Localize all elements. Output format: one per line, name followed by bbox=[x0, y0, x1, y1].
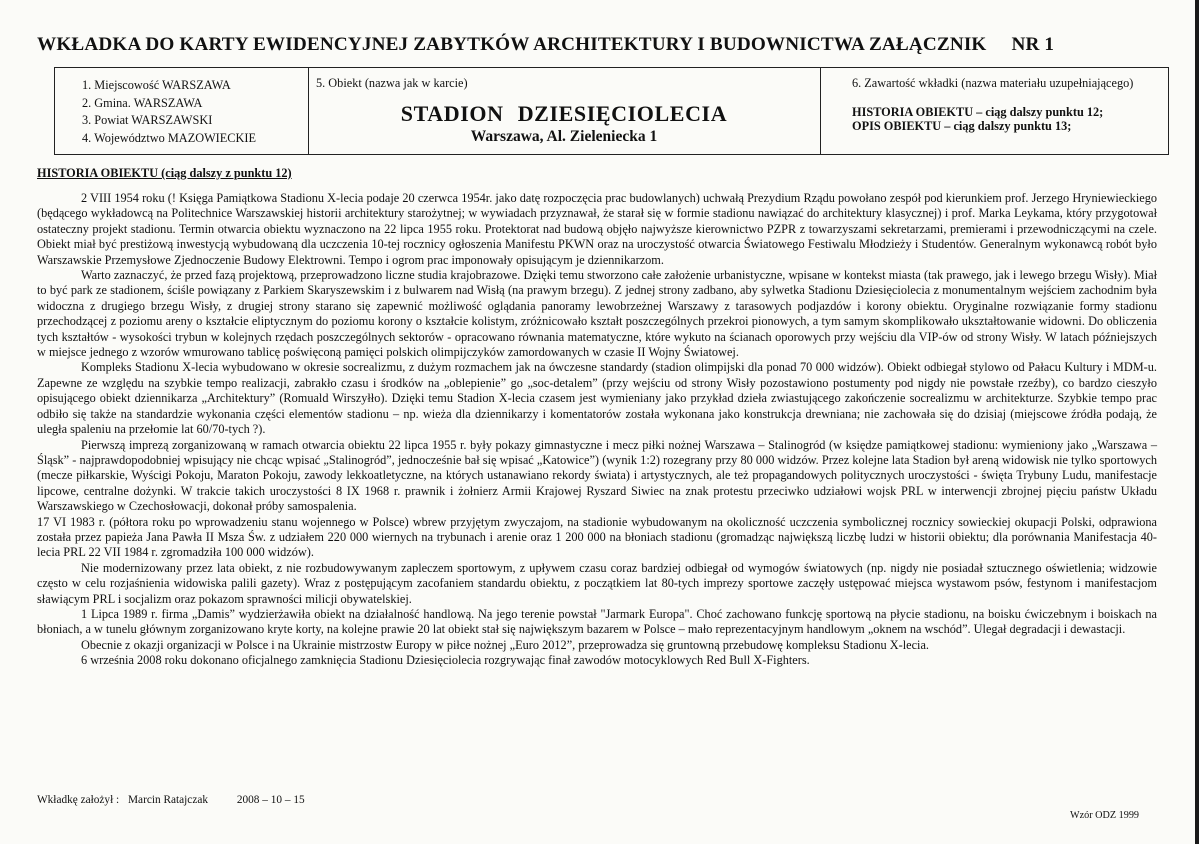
section-heading: HISTORIA OBIEKTU (ciąg dalszy z punktu 12) bbox=[37, 166, 292, 180]
footer-author: Marcin Ratajczak bbox=[128, 794, 208, 806]
document-title bbox=[37, 34, 1167, 56]
object-label: 5. Obiekt (nazwa jak w karcie) bbox=[316, 76, 468, 90]
title-text: WKŁADKA DO KARTY EWIDENCYJNEJ ZABYTKÓW ARCHITEKTURY I BUDOWNICTWA ZAŁĄCZNIK bbox=[37, 34, 987, 55]
object-name: STADION DZIESIĘCIOLECIA bbox=[400, 101, 728, 126]
footer bbox=[37, 794, 311, 806]
location-town: 1. Miejscowość WARSZAWA bbox=[82, 78, 231, 92]
paragraph: Nie modernizowany przez lata obiekt, z nie rozbudowywanym zapleczem sportowym, z upływem czasu coraz bardziej odbiegał od wymogów światowych (np. nigdy nie posiadał sztucznego oświetlenia; widzowie często w celu rozjaśnienia widowiska palili gazety). Wraz z postępującym zacofaniem standardu obiektu, z początkiem lat 80-tych imprezy sportowe zaczęły ustępować miejsca wystawom psów, festynom i manifestacjom sławiącym PRL i socjalizm oraz pokazom sprawności milicji obywatelskiej. bbox=[37, 560, 1157, 606]
location-list bbox=[82, 77, 256, 147]
scan-edge bbox=[1195, 0, 1199, 844]
paragraph: Obecnie z okazji organizacji w Polsce i na Ukrainie mistrzostw Europy w piłce nożnej „Euro 2012”, przeprowadza się gruntowną przebudowę kompleksu Stadionu X-lecia. bbox=[81, 637, 929, 652]
header-table bbox=[54, 67, 1169, 155]
location-district: 3. Powiat WARSZAWSKI bbox=[82, 113, 213, 128]
paragraph: Warto zaznaczyć, że przed fazą projektową, przeprowadzono liczne studia krajobrazowe. Dzięki temu stworzono całe założenie urbanistyczne, wpisane w kontekst miasta (tak prawego, jak i lewego brzegu Wisły). Miał to być park ze stadionem, ściśle powiązany z Parkiem Skaryszewskim i z bulwarem nad Wisłą (na prawym brzegu). Z jednej strony zadbano, aby sylwetka Stadionu Dziesięciolecia z monumentalnym wejściem zachodnim była widoczna z drugiego brzegu Wisły, z drugiej strony starano się zapewnić możliwość oglądania panoramy lewobrzeżnej Warszawy z tarasowych podjazdów i korony obiektu. Oryginalne rozwiązanie formy stadionu przechodzącej z poziomu areny o kształcie eliptycznym do poziomu korony o kształcie kolistym, zróżnicowało kształt poszczególnych przekroi pionowych, a tym samym skomplikowało ukształtowanie widowni. Do obliczenia tych kształtów - wysokości trybun w kolejnych rzędach poszczególnych sektorów - opracowano równania matematyczne, które wykuto na ścianach oporowych przy wejściu dla VIP-ów od strony Wisły. W latach późniejszych w miejsce jednego z wzorów wmurowano tablicę poświęconą pamięci polskich olimpijczyków zamordowanych w czasie II Wojny Światowej. bbox=[37, 268, 1157, 360]
object-cell bbox=[308, 68, 821, 154]
title-number: NR 1 bbox=[1011, 34, 1055, 55]
content-cell bbox=[820, 68, 1168, 154]
template-id: Wzór ODZ 1999 bbox=[1070, 810, 1140, 821]
footer-label: Wkładkę założył : bbox=[37, 794, 120, 806]
paragraph: Pierwszą imprezą zorganizowaną w ramach otwarcia obiektu 22 lipca 1955 r. były pokazy gimnastyczne i mecz piłki nożnej Warszawa – Stalinogród (w księdze pamiątkowej stadionu: wymieniony jako „Warszawa – Śląsk” - najprawdopodobniej wpisujący nie chcąc wpisać „Stalinogród”, jednocześnie bał się wpisać „Katowice”) (wynik 1:2) rozegrany przy 80 000 widzów. Przez kolejne lata Stadion był areną widowisk nie tylko sportowych (mecze piłkarskie, Wyścigi Pokoju, Maraton Pokoju, zawody lekkoatletyczne, na których ustanawiano rekordy świata) i artystycznych, ale też propagandowych politycznych uroczystości - święta Trybuny Ludu, manifestacje lipcowe, centralne dożynki. W trakcie takich uroczystości 8 IX 1968 r. prawnik i żołnierz Armii Krajowej Ryszard Siwiec na znak protestu przeciwko udziałowi wojsk PRL w interwencji zbrojnej pięciu państw Układu Warszawskiego w Czechosłowacji, dokonał próby samospalenia. bbox=[37, 437, 1157, 514]
location-voivodeship: 4. Województwo MAZOWIECKIE bbox=[82, 130, 256, 145]
history-text bbox=[37, 191, 1157, 669]
content-list bbox=[852, 105, 1103, 133]
paragraph: 2 VIII 1954 roku (! Księga Pamiątkowa Stadionu X-lecia podaje 20 czerwca 1954r. jako datę rozpoczęcia prac budowlanych) uchwałą Prezydium Rządu powołano zespół pod kierunkiem prof. Jerzego Hryniewieckiego (będącego wykładowcą na Politechnice Warszawskiej historii architektury starożytnej; w wywiadach przyznawał, że starał się w formie stadionu nawiązać do architektury klasycznej) i prof. Marka Leykama, który przygotował ostateczny projekt stadionu. Termin otwarcia obiektu wyznaczono na 22 lipca 1955 roku. Protektorat nad budową objęło najwyższe kierownictwo PZPR z towarzyszami sekretarzami, premierami i przewodniczącymi na czele. Obiekt miał być prestiżową inwestycją wybudowaną dla uczczenia 10-tej rocznicy ogłoszenia Manifestu PKWN oraz na uroczystość otwarcia Światowego Festiwalu Młodzieży i Studentów. Generalnym wykonawcą robót było Warszawskie Przemysłowe Zjednoczenie Budowy Elektrowni. Tempo i ogrom prac imponowały opisującym je dziennikarzom. bbox=[37, 191, 1157, 267]
location-commune: 2. Gmina. WARSZAWA bbox=[82, 95, 203, 110]
paragraph: 1 Lipca 1989 r. firma „Damis” wydzierżawiła obiekt na działalność handlową. Na jego terenie powstał "Jarmark Europa". Choć zachowano funkcję sportową na płycie stadionu, na boisku ćwiczebnym i boiskach na błoniach, a w tunelu głównym zorganizowano kryte korty, na kolejne prawie 20 lat obiekt stał się największym bazarem w Polsce – mało reprezentacyjnym handlowym „oknem na wschód”. Ulegał degradacji i dewastacji. bbox=[37, 606, 1157, 637]
object-address: Warszawa, Al. Zieleniecka 1 bbox=[470, 128, 658, 145]
location-cell bbox=[55, 68, 309, 154]
content-label: 6. Zawartość wkładki (nazwa materiału uzupełniającego) bbox=[852, 76, 1134, 90]
footer-date: 2008 – 10 – 15 bbox=[236, 794, 305, 806]
paragraph: 17 VI 1983 r. (półtora roku po wprowadzeniu stanu wojennego w Polsce) wbrew przyjętym zwyczajom, na stadionie wybudowanym na okoliczność uczczenia symbolicznej rocznicy sowieckiej okupacji Polski, odprawiona została przez papieża Jana Pawła II Msza Św. z udziałem 220 000 wiernych na trybunach i arenie oraz 1 200 000 na błoniach stadionu (gromadząc największą liczbę ludzi w historii obiektu; dla porównania Manifestacja 40-lecia PRL 22 VII 1984 r. zgromadziła 100 000 widzów). bbox=[37, 514, 1157, 560]
paragraph: Kompleks Stadionu X-lecia wybudowano w okresie socrealizmu, z dużym rozmachem jak na ówczesne standardy (stadion olimpijski dla ponad 70 000 widzów). Obiekt odbiegał stylowo od Pałacu Kultury i MDM-u. Zapewne ze względu na szybkie tempo realizacji, zabrakło czasu i środków na „oblepienie” go „soc-detalem” (przy wejściu od strony Wisły pozostawiono postumenty pod nigdy nie powstałe rzeźby), co bardzo cieszyło opisującego obiekt dziennikarza „Architektury” (Romuald Wirszyłło). Dzięki temu Stadion X-lecia czasem jest wymieniany jako przykład dzieła zwiastującego zakończenie socrealizmu w architekturze. Szybkie tempo prac odbiło się także na standardzie wykonania części elementów stadionu – np. wieża dla dziennikarzy i komentatorów została wykonana jako konstrukcja drewniana; nie zachowała się do dzisiaj (miejscowe źródła podają, że uległa spaleniu na przełomie lat 60/70-tych ?). bbox=[37, 360, 1157, 437]
content-item-history: HISTORIA OBIEKTU – ciąg dalszy punktu 12; bbox=[852, 105, 1104, 119]
paragraph: 6 września 2008 roku dokonano oficjalnego zamknięcia Stadionu Dziesięciolecia rozgrywając finał zawodów motocyklowych Red Bull X-Fighters. bbox=[81, 653, 810, 668]
content-item-description: OPIS OBIEKTU – ciąg dalszy punktu 13; bbox=[852, 119, 1072, 133]
